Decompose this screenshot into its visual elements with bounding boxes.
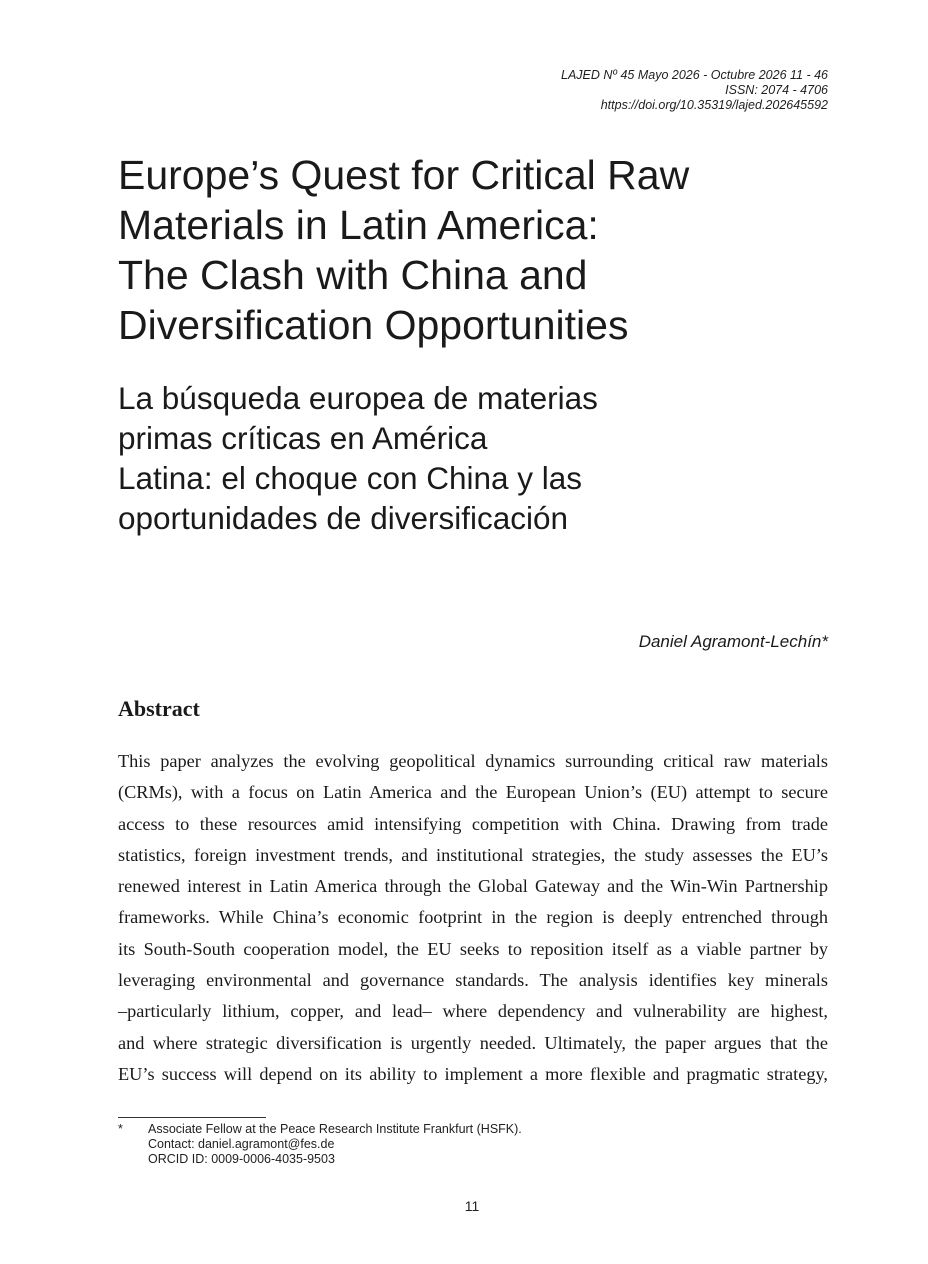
title-english-line: Diversification Opportunities (118, 302, 629, 348)
footnote-orcid: ORCID ID: 0009-0006-4035-9503 (148, 1152, 335, 1166)
journal-header (561, 68, 828, 113)
title-spanish (118, 378, 818, 538)
title-english (118, 150, 818, 350)
abstract-line: –particularly lithium, copper, and lead– where dependency and vulnerability are highest, (118, 1001, 828, 1022)
abstract-line: and where strategic diversification is urgently needed. Ultimately, the paper argues that the (118, 1032, 828, 1053)
footnote-divider (118, 1117, 266, 1118)
abstract-line: This paper analyzes the evolving geopolitical dynamics surrounding critical raw materials (118, 751, 828, 771)
journal-issue-line: LAJED Nº 45 Mayo 2026 - Octubre 2026 11 - 46 (561, 68, 828, 82)
abstract-line: frameworks. While China’s economic footprint in the region is deeply entrenched through (118, 907, 828, 928)
abstract-line: statistics, foreign investment trends, and institutional strategies, the study assesses the EU’s (118, 844, 828, 865)
title-english-line: Europe’s Quest for Critical Raw (118, 152, 690, 198)
footnote-affiliation: Associate Fellow at the Peace Research Institute Frankfurt (HSFK). (148, 1122, 522, 1136)
abstract-line: renewed interest in Latin America through the Global Gateway and the Win-Win Partnership (118, 876, 828, 897)
footnote-text (148, 1122, 522, 1167)
title-spanish-line: La búsqueda europea de materias (118, 380, 598, 416)
title-english-line: Materials in Latin America: (118, 202, 599, 248)
title-english-line: The Clash with China and (118, 252, 588, 298)
footnote-contact-email[interactable]: Contact: daniel.agramont@fes.de (148, 1137, 335, 1151)
abstract-line: (CRMs), with a focus on Latin America and the European Union’s (EU) attempt to secure (118, 782, 828, 803)
abstract-heading: Abstract (118, 696, 200, 721)
page-number: 11 (464, 1198, 480, 1214)
doi-link[interactable]: https://doi.org/10.35319/lajed.202645592 (600, 98, 828, 112)
abstract-body (118, 746, 828, 1090)
title-spanish-line: Latina: el choque con China y las (118, 460, 583, 496)
abstract-line: EU’s success will depend on its ability to implement a more flexible and pragmatic strategy, (118, 1063, 828, 1084)
abstract-line: access to these resources amid intensifying competition with China. Drawing from trade (118, 813, 828, 834)
author-name: Daniel Agramont-Lechín* (638, 632, 828, 651)
abstract-line: its South-South cooperation model, the EU seeks to reposition itself as a viable partner by (118, 938, 828, 959)
title-spanish-line: oportunidades de diversificación (118, 500, 569, 536)
title-spanish-line: primas críticas en América (118, 420, 488, 456)
footnote-mark: * (118, 1122, 123, 1136)
abstract-line: leveraging environmental and governance standards. The analysis identifies key minerals (118, 970, 828, 991)
issn-line: ISSN: 2074 - 4706 (725, 83, 828, 97)
